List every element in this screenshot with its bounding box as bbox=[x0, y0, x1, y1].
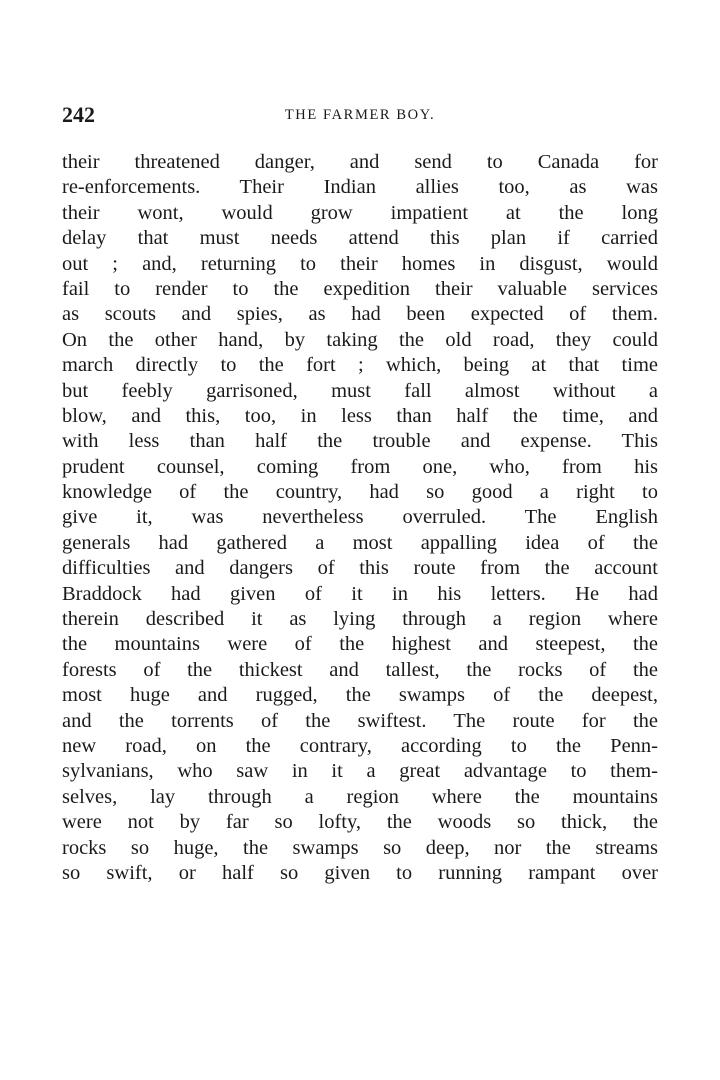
text-line: delay that must needs attend this plan if carried bbox=[62, 227, 658, 250]
text-line: rocks so huge, the swamps so deep, nor the streams bbox=[62, 836, 658, 859]
text-line: most huge and rugged, the swamps of the deepest, bbox=[62, 684, 658, 707]
page-number: 242 bbox=[62, 102, 95, 127]
text-line: fail to render to the expedition their valuable services bbox=[62, 277, 658, 300]
text-line: sylvanians, who saw in it a great advantage to them- bbox=[62, 760, 658, 783]
text-line: selves, lay through a region where the mountains bbox=[62, 785, 658, 808]
text-line: as scouts and spies, as had been expected of them. bbox=[62, 303, 658, 326]
text-line: difficulties and dangers of this route from the account bbox=[62, 557, 658, 580]
text-line: with less than half the trouble and expense. This bbox=[62, 430, 658, 453]
text-line: march directly to the fort ; which, being at that time bbox=[62, 354, 658, 377]
page-header bbox=[62, 102, 658, 130]
text-line: re-enforcements. Their Indian allies too, as was bbox=[62, 176, 658, 199]
text-line: Braddock had given of it in his letters. He had bbox=[62, 582, 658, 605]
text-line: the mountains were of the highest and steepest, the bbox=[62, 633, 658, 656]
text-line: give it, was nevertheless overruled. The English bbox=[62, 506, 658, 529]
text-line: so swift, or half so given to running rampant over bbox=[62, 861, 658, 884]
text-line: their wont, would grow impatient at the long bbox=[62, 201, 658, 224]
body-text bbox=[62, 150, 658, 886]
text-line: new road, on the contrary, according to the Penn- bbox=[62, 734, 658, 757]
text-line: were not by far so lofty, the woods so thick, the bbox=[62, 811, 658, 834]
text-line: their threatened danger, and send to Canada for bbox=[62, 151, 658, 173]
text-line: and the torrents of the swiftest. The route for the bbox=[62, 709, 658, 732]
text-line: but feebly garrisoned, must fall almost without a bbox=[62, 379, 658, 402]
text-line: generals had gathered a most appalling idea of the bbox=[62, 531, 658, 554]
text-line: forests of the thickest and tallest, the rocks of the bbox=[62, 658, 658, 681]
text-line: prudent counsel, coming from one, who, from his bbox=[62, 455, 658, 478]
running-title: THE FARMER BOY. bbox=[284, 107, 436, 123]
text-line: out ; and, returning to their homes in disgust, would bbox=[62, 252, 658, 275]
text-line: knowledge of the country, had so good a right to bbox=[62, 481, 658, 504]
text-line: therein described it as lying through a region where bbox=[62, 608, 658, 631]
text-line: blow, and this, too, in less than half the time, and bbox=[62, 404, 658, 427]
text-line: On the other hand, by taking the old road, they could bbox=[62, 328, 658, 351]
